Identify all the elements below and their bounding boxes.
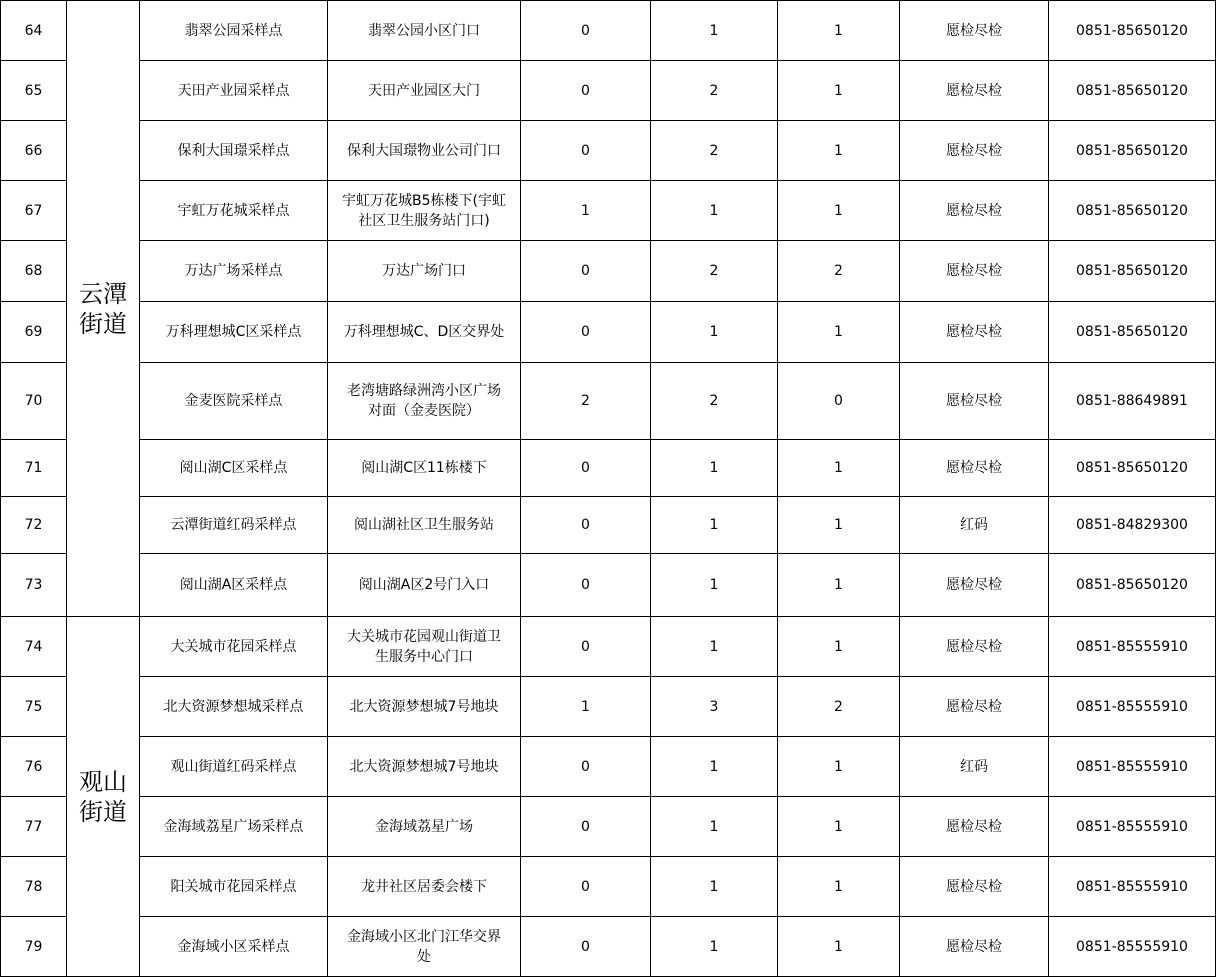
address-cell — [328, 363, 521, 440]
row-number-cell: 79 — [1, 917, 67, 977]
address-line: 万科理想城C、D区交界处 — [343, 324, 505, 340]
count-cell-a: 0 — [521, 1, 651, 61]
address-line: 天田产业园区大门 — [368, 82, 480, 99]
row-number-cell: 65 — [1, 61, 67, 121]
test-type-cell: 愿检尽检 — [900, 617, 1049, 677]
table-row — [1, 797, 1216, 857]
count-cell-a: 2 — [521, 363, 651, 440]
count-cell-b: 1 — [651, 181, 778, 241]
phone-cell: 0851-85555910 — [1049, 677, 1216, 737]
row-number-cell: 68 — [1, 241, 67, 302]
site-name-cell: 万达广场采样点 — [140, 241, 328, 302]
address-line: 翡翠公园小区门口 — [368, 22, 480, 39]
count-cell-b: 1 — [651, 917, 778, 977]
count-cell-c: 1 — [778, 797, 900, 857]
row-number-cell: 66 — [1, 121, 67, 181]
test-type-cell: 愿检尽检 — [900, 917, 1049, 977]
phone-cell: 0851-85555910 — [1049, 737, 1216, 797]
count-cell-c: 1 — [778, 857, 900, 917]
site-name-cell: 金海域荔星广场采样点 — [140, 797, 328, 857]
address-cell — [328, 302, 521, 363]
table-row — [1, 241, 1216, 302]
count-cell-c: 2 — [778, 241, 900, 302]
table-row — [1, 121, 1216, 181]
count-cell-c: 1 — [778, 554, 900, 617]
count-cell-b: 1 — [651, 737, 778, 797]
district-label-line: 街道 — [79, 797, 127, 826]
phone-cell: 0851-85650120 — [1049, 181, 1216, 241]
count-cell-b: 1 — [651, 797, 778, 857]
count-cell-c: 0 — [778, 363, 900, 440]
phone-cell: 0851-85555910 — [1049, 857, 1216, 917]
address-cell — [328, 121, 521, 181]
address-line: 对面（金麦医院） — [368, 403, 480, 419]
row-number-cell: 71 — [1, 440, 67, 497]
test-type-cell: 愿检尽检 — [900, 241, 1049, 302]
count-cell-c: 1 — [778, 181, 900, 241]
count-cell-b: 1 — [651, 440, 778, 497]
district-label-line: 街道 — [79, 309, 127, 338]
address-cell — [328, 737, 521, 797]
count-cell-b: 1 — [651, 617, 778, 677]
count-cell-a: 0 — [521, 797, 651, 857]
district-label-line: 云潭 — [79, 279, 127, 308]
table-row — [1, 554, 1216, 617]
count-cell-a: 0 — [521, 121, 651, 181]
address-line: 龙井社区居委会楼下 — [361, 878, 487, 895]
address-line: 金海域荔星广场 — [375, 818, 473, 835]
address-line: 大关城市花园观山街道卫 — [347, 628, 501, 645]
row-number-cell: 67 — [1, 181, 67, 241]
row-number-cell: 76 — [1, 737, 67, 797]
test-type-cell: 愿检尽检 — [900, 677, 1049, 737]
address-cell — [328, 440, 521, 497]
site-name-cell: 保利大国璟采样点 — [140, 121, 328, 181]
phone-cell: 0851-85555910 — [1049, 917, 1216, 977]
address-cell — [328, 917, 521, 977]
count-cell-b: 2 — [651, 61, 778, 121]
address-cell — [328, 1, 521, 61]
phone-cell: 0851-85650120 — [1049, 302, 1216, 363]
count-cell-b: 1 — [651, 1, 778, 61]
count-cell-a: 1 — [521, 677, 651, 737]
count-cell-b: 3 — [651, 677, 778, 737]
row-number-cell: 74 — [1, 617, 67, 677]
count-cell-b: 2 — [651, 121, 778, 181]
address-line: 生服务中心门口 — [375, 648, 473, 665]
address-line: 阅山湖社区卫生服务站 — [354, 517, 494, 533]
count-cell-a: 0 — [521, 737, 651, 797]
count-cell-b: 1 — [651, 497, 778, 554]
table-body — [1, 1, 1216, 977]
table-row — [1, 181, 1216, 241]
table-row — [1, 617, 1216, 677]
table-row — [1, 61, 1216, 121]
count-cell-b: 1 — [651, 554, 778, 617]
count-cell-a: 0 — [521, 61, 651, 121]
test-type-cell: 愿检尽检 — [900, 302, 1049, 363]
address-line: 处 — [417, 948, 431, 965]
phone-cell: 0851-84829300 — [1049, 497, 1216, 554]
address-line: 北大资源梦想城7号地块 — [349, 698, 499, 715]
site-name-cell: 阅山湖A区采样点 — [140, 554, 328, 617]
count-cell-c: 1 — [778, 61, 900, 121]
address-line: 北大资源梦想城7号地块 — [349, 758, 499, 775]
count-cell-a: 0 — [521, 497, 651, 554]
count-cell-c: 1 — [778, 917, 900, 977]
count-cell-c: 1 — [778, 121, 900, 181]
district-label-line: 观山 — [79, 767, 127, 796]
site-name-cell: 北大资源梦想城采样点 — [140, 677, 328, 737]
count-cell-a: 0 — [521, 857, 651, 917]
table-row — [1, 917, 1216, 977]
count-cell-a: 0 — [521, 554, 651, 617]
address-line: 万达广场门口 — [382, 263, 466, 279]
row-number-cell: 77 — [1, 797, 67, 857]
count-cell-c: 1 — [778, 1, 900, 61]
address-line: 老湾塘路绿洲湾小区广场 — [347, 383, 501, 399]
table-row — [1, 677, 1216, 737]
table-row — [1, 363, 1216, 440]
count-cell-c: 1 — [778, 617, 900, 677]
count-cell-a: 0 — [521, 241, 651, 302]
row-number-cell: 72 — [1, 497, 67, 554]
row-number-cell: 70 — [1, 363, 67, 440]
test-type-cell: 愿检尽检 — [900, 181, 1049, 241]
site-name-cell: 金麦医院采样点 — [140, 363, 328, 440]
test-type-cell: 愿检尽检 — [900, 61, 1049, 121]
phone-cell: 0851-85650120 — [1049, 61, 1216, 121]
phone-cell: 0851-85650120 — [1049, 1, 1216, 61]
row-number-cell: 64 — [1, 1, 67, 61]
count-cell-b: 2 — [651, 363, 778, 440]
test-type-cell: 愿检尽检 — [900, 797, 1049, 857]
address-line: 阅山湖C区11栋楼下 — [361, 460, 487, 476]
address-cell — [328, 554, 521, 617]
count-cell-c: 1 — [778, 440, 900, 497]
count-cell-b: 1 — [651, 302, 778, 363]
count-cell-c: 1 — [778, 302, 900, 363]
address-cell — [328, 857, 521, 917]
address-cell — [328, 797, 521, 857]
phone-cell: 0851-85555910 — [1049, 617, 1216, 677]
phone-cell: 0851-88649891 — [1049, 363, 1216, 440]
site-name-cell: 天田产业园采样点 — [140, 61, 328, 121]
test-type-cell: 红码 — [900, 737, 1049, 797]
table-row — [1, 1, 1216, 61]
address-cell — [328, 61, 521, 121]
address-cell — [328, 677, 521, 737]
phone-cell: 0851-85650120 — [1049, 440, 1216, 497]
row-number-cell: 75 — [1, 677, 67, 737]
table-row — [1, 440, 1216, 497]
site-name-cell: 观山街道红码采样点 — [140, 737, 328, 797]
site-name-cell: 阅山湖C区采样点 — [140, 440, 328, 497]
phone-cell: 0851-85650120 — [1049, 241, 1216, 302]
address-line: 社区卫生服务站门口) — [358, 212, 490, 229]
table-row — [1, 737, 1216, 797]
district-cell — [67, 617, 140, 977]
table-row — [1, 857, 1216, 917]
count-cell-a: 0 — [521, 302, 651, 363]
phone-cell: 0851-85650120 — [1049, 554, 1216, 617]
test-type-cell: 愿检尽检 — [900, 857, 1049, 917]
address-line: 宇虹万花城B5栋楼下(宇虹 — [342, 192, 506, 209]
count-cell-b: 2 — [651, 241, 778, 302]
site-name-cell: 万科理想城C区采样点 — [140, 302, 328, 363]
count-cell-a: 0 — [521, 917, 651, 977]
address-line: 金海域小区北门江华交界 — [347, 928, 501, 945]
address-line: 保利大国璟物业公司门口 — [347, 142, 501, 159]
address-cell — [328, 181, 521, 241]
site-name-cell: 宇虹万花城采样点 — [140, 181, 328, 241]
count-cell-c: 1 — [778, 737, 900, 797]
count-cell-b: 1 — [651, 857, 778, 917]
address-line: 阅山湖A区2号门入口 — [358, 577, 490, 593]
site-name-cell: 大关城市花园采样点 — [140, 617, 328, 677]
site-name-cell: 云潭街道红码采样点 — [140, 497, 328, 554]
site-name-cell: 金海域小区采样点 — [140, 917, 328, 977]
address-cell — [328, 617, 521, 677]
row-number-cell: 69 — [1, 302, 67, 363]
table-row — [1, 497, 1216, 554]
row-number-cell: 73 — [1, 554, 67, 617]
test-type-cell: 愿检尽检 — [900, 121, 1049, 181]
count-cell-c: 1 — [778, 497, 900, 554]
address-cell — [328, 497, 521, 554]
phone-cell: 0851-85555910 — [1049, 797, 1216, 857]
table-row — [1, 302, 1216, 363]
test-type-cell: 红码 — [900, 497, 1049, 554]
phone-cell: 0851-85650120 — [1049, 121, 1216, 181]
site-name-cell: 翡翠公园采样点 — [140, 1, 328, 61]
test-type-cell: 愿检尽检 — [900, 1, 1049, 61]
site-name-cell: 阳关城市花园采样点 — [140, 857, 328, 917]
district-cell — [67, 1, 140, 617]
address-cell — [328, 241, 521, 302]
count-cell-a: 0 — [521, 617, 651, 677]
test-type-cell: 愿检尽检 — [900, 440, 1049, 497]
count-cell-a: 0 — [521, 440, 651, 497]
test-type-cell: 愿检尽检 — [900, 363, 1049, 440]
row-number-cell: 78 — [1, 857, 67, 917]
test-type-cell: 愿检尽检 — [900, 554, 1049, 617]
count-cell-a: 1 — [521, 181, 651, 241]
count-cell-c: 2 — [778, 677, 900, 737]
